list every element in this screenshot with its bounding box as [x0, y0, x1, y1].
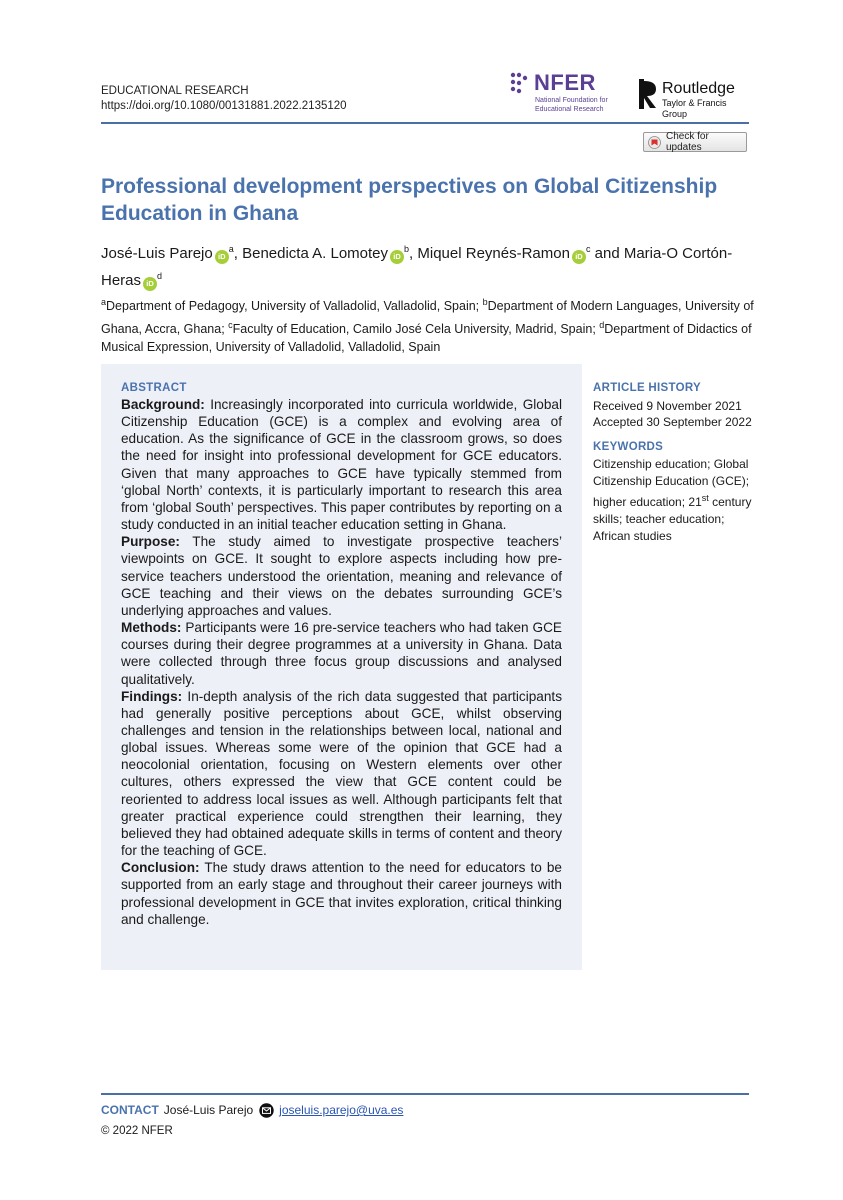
contact-line	[101, 1102, 403, 1118]
abstract-findings: Findings: In-depth analysis of the rich data suggested that participants had generally positive perceptions about GCE, whilst observing challenges and tension in the relationships between local, national and global issues. Whereas some were of the opinion that GCE had a neocolonial orientation, focusing on Western elements over other cultures, others expressed the view that GCE content could be reoriented to address local issues as well. Although participants felt that greater practical experience could strengthen their learning, they believed they had obtained adequate skills in terms of content and theory for the teaching of GCE.	[121, 688, 562, 859]
check-for-updates-button[interactable]	[643, 132, 747, 152]
author-affiliation-mark: c	[585, 244, 591, 254]
author-affiliation-mark: b	[404, 244, 410, 254]
mail-icon	[259, 1103, 274, 1118]
routledge-mark-icon	[638, 78, 658, 110]
check-for-updates-label: Check for updates	[666, 131, 709, 153]
doi-link[interactable]: https://doi.org/10.1080/00131881.2022.2135120	[101, 100, 347, 112]
author-name: Benedicta A. Lomotey	[242, 245, 389, 262]
nfer-subtitle: National Foundation for Educational Research	[535, 97, 608, 113]
abstract-conclusion: Conclusion: The study draws attention to the need for educators to be supported from an early stage and throughout their career journeys with professional development in GCE that invites exploration, critical thinking and challenge.	[121, 860, 562, 927]
copyright: © 2022 NFER	[101, 1125, 173, 1137]
author-entry: José-Luis Parejo $iD^a$,	[101, 244, 243, 262]
abstract-purpose: Purpose: The study aimed to investigate prospective teachers’ viewpoints on GCE. It sought to explore aspects including how pre-service teachers understood the orientation, meaning and relevance of GCE teaching and their views on the debates surrounding GCE’s underlying approaches and values.	[121, 534, 562, 618]
abstract-heading: ABSTRACT	[121, 382, 187, 394]
routledge-name: Routledge	[662, 80, 735, 97]
nfer-logo	[510, 70, 630, 116]
author-name: José-Luis Parejo	[101, 245, 213, 262]
article-history-heading: ARTICLE HISTORY	[593, 382, 702, 394]
abstract-methods: Methods: Participants were 16 pre-service teachers who had taken GCE courses during their degree programmes at a university in Ghana. Data were collected through three focus group discussions and analysed qualitatively.	[121, 620, 562, 687]
author-affiliation-mark: a	[228, 244, 234, 254]
affiliations: $^a$Department of Pedagogy, University of Valladolid, Valladolid, Spain; $^b$Department of Modern Languages, University of Ghana, Accra, Ghana; $^c$Faculty of Education, Camilo José Cela University, Madrid, Spain; $^d$Department of Didactics of Musical Expression, University of Valladolid, Valladolid, Spain	[101, 297, 754, 355]
crossmark-icon	[648, 136, 661, 149]
author-entry: Benedicta A. Lomotey $iD^b$,	[242, 244, 418, 262]
footer-divider	[101, 1093, 749, 1095]
abstract-body	[121, 396, 562, 928]
orcid-icon[interactable]: iD	[143, 277, 157, 291]
header-divider	[101, 122, 749, 124]
orcid-icon[interactable]: iD	[390, 250, 404, 264]
nfer-name: NFER	[534, 70, 596, 95]
author-affiliation-mark: d	[157, 271, 163, 281]
abstract-background: Background: Increasingly incorporated into curricula worldwide, Global Citizenship Education (GCE) is a complex and evolving area of education. As the significance of GCE in the classroom grows, so does the need for insight into professional development for GCE educators. Given that many approaches to GCE have typically stemmed from ‘global North’ contexts, it is particularly important to research this area from ‘global South’ perspectives. This paper contributes by reporting on a study conducted in an initial teacher education setting in Ghana.	[121, 397, 562, 533]
contact-label: CONTACT	[101, 1103, 159, 1117]
keywords-heading: KEYWORDS	[593, 441, 664, 453]
routledge-subtitle: Taylor & Francis Group	[662, 98, 727, 119]
received-date: Received 9 November 2021	[593, 399, 742, 413]
orcid-icon[interactable]: iD	[215, 250, 229, 264]
author-name: Miquel Reynés-Ramon	[417, 245, 570, 262]
journal-name: EDUCATIONAL RESEARCH	[101, 85, 249, 97]
accepted-date: Accepted 30 September 2022	[593, 415, 752, 429]
routledge-logo	[638, 78, 750, 119]
orcid-icon[interactable]: iD	[572, 250, 586, 264]
email-link[interactable]: joseluis.parejo@uva.es	[279, 1103, 404, 1117]
author-list	[101, 238, 761, 292]
author-entry: Miquel Reynés-Ramon $iD^c$ and	[417, 244, 624, 262]
contact-name: José-Luis Parejo	[163, 1103, 254, 1117]
author-name: Maria-O Cortón-Heras	[101, 245, 733, 289]
keywords-list: Citizenship education; Global Citizenship Education (GCE); higher education; 21st century skills; teacher education; African studies	[593, 457, 752, 543]
nfer-dots-icon	[510, 72, 530, 94]
article-title: Professional development perspectives on Global Citizenship Education in Ghana	[101, 175, 718, 225]
